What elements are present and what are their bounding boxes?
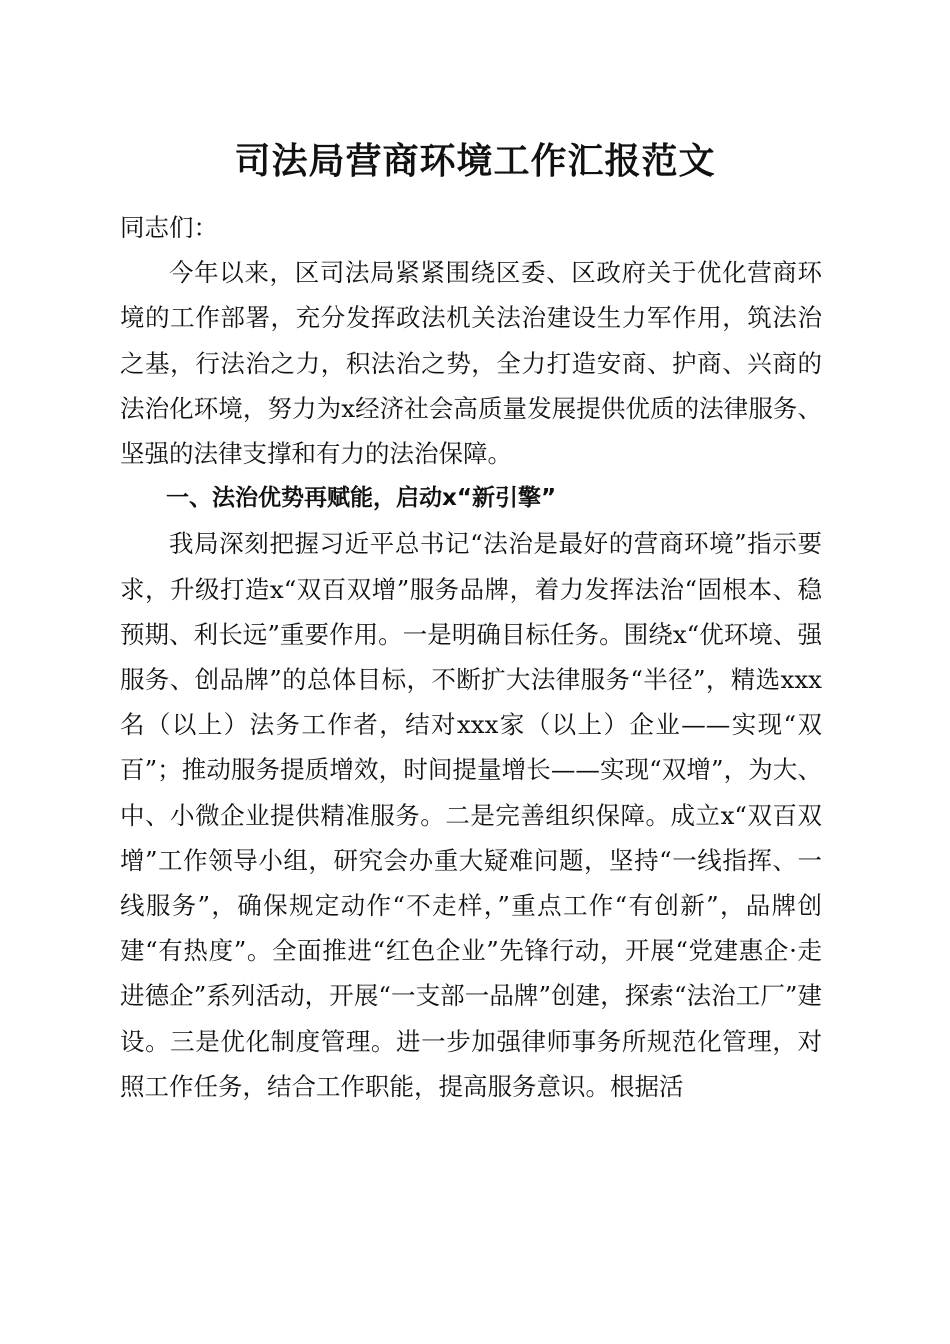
- salutation: 同志们：: [120, 213, 218, 242]
- intro-paragraph: 今年以来，区司法局紧紧围绕区委、区政府关于优化营商环境的工作部署，充分发挥政法机关法治建设生力军作用，筑法治之基，行法治之力，积法治之势，全力打造安商、护商、兴商的法治化环境，努力为x经济社会高质量发展提供优质的法律服务、坚强的法律支撑和有力的法治保障。: [120, 258, 822, 469]
- section-heading: 一、法治优势再赋能，启动x“新引擎”: [166, 485, 557, 512]
- document-title: 司法局营商环境工作汇报范文: [234, 140, 716, 182]
- section-paragraph: 我局深刻把握习近平总书记“法治是最好的营商环境”指示要求，升级打造x“双百双增”服务品牌，着力发挥法治“固根本、稳预期、利长远”重要作用。一是明确目标任务。围绕x“优环境、强服务、创品牌”的总体目标，不断扩大法律服务“半径”，精选xxx名（以上）法务工作者，结对xxx家（以上）企业——实现“双百”；推动服务提质增效，时间提量增长——实现“双增”，为大、中、小微企业提供精准服务。二是完善组织保障。成立x“双百双增”工作领导小组，研究会办重大疑难问题，坚持“一线指挥、一线服务”，确保规定动作“不走样，”重点工作“有创新”，品牌创建“有热度”。全面推进“红色企业”先锋行动，开展“党建惠企·走进德企”系列活动，开展“一支部一品牌”创建，探索“法治工厂”建设。三是优化制度管理。进一步加强律师事务所规范化管理，对照工作任务，结合工作职能，提高服务意识。根据活: [120, 529, 822, 1101]
- document-body: [120, 205, 822, 1109]
